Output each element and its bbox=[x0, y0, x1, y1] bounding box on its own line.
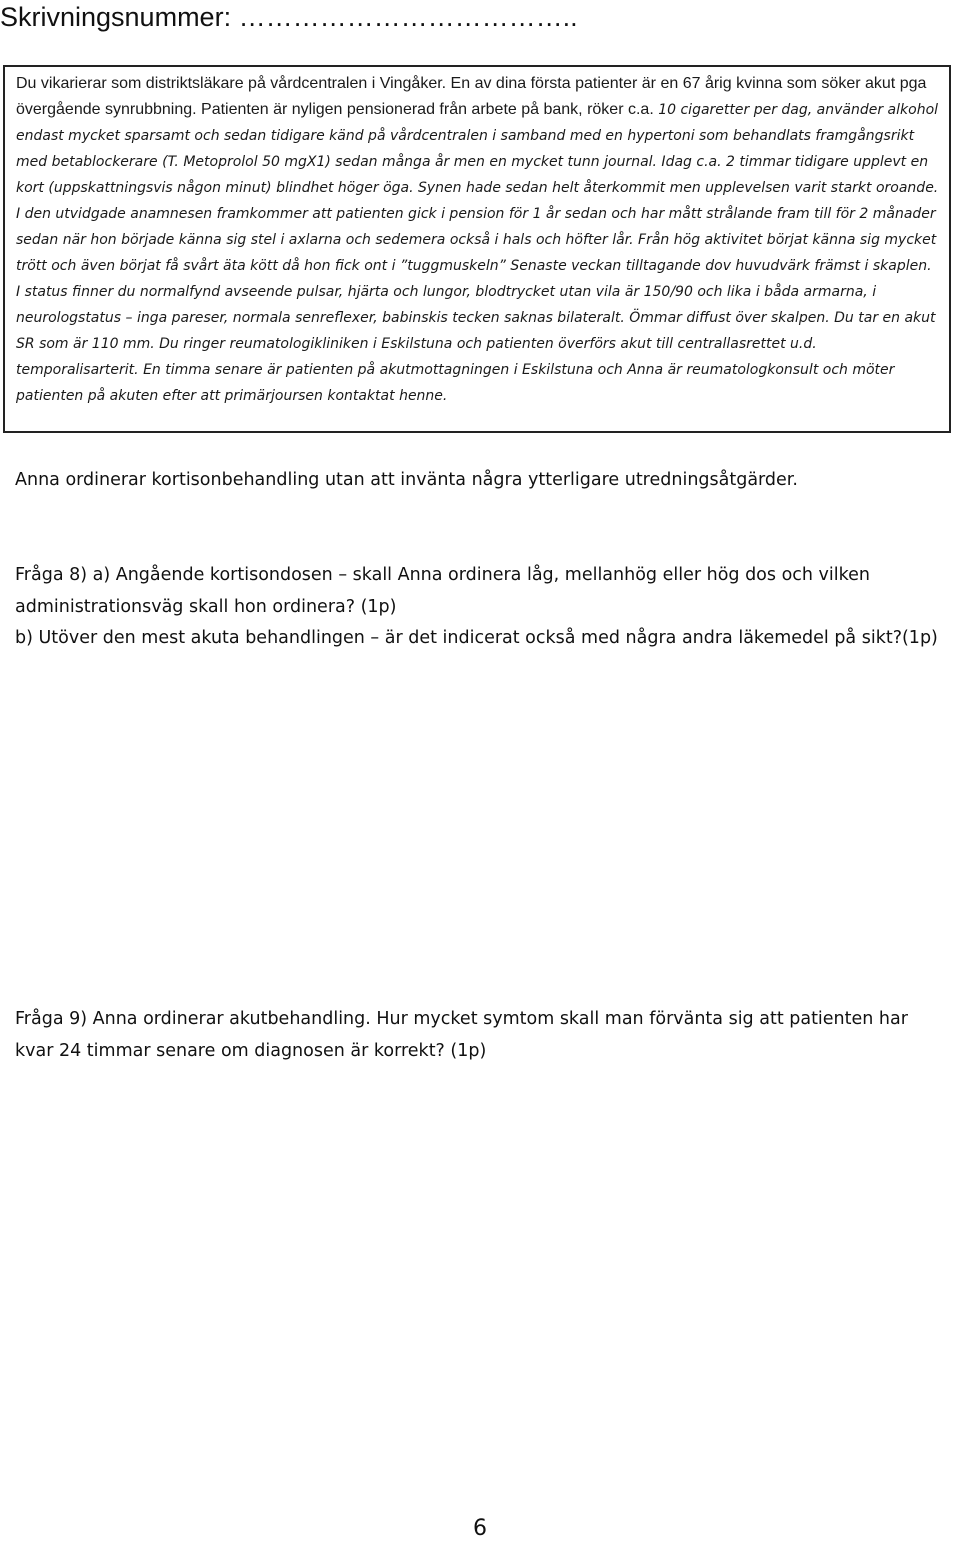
question-9 bbox=[15, 1004, 945, 1067]
question-8a: Fråga 8) a) Angående kortisondosen – skall Anna ordinera låg, mellanhög eller hög dos och vilken administrationsväg skall hon ordinera? (1p) bbox=[15, 565, 871, 617]
case-text bbox=[16, 71, 939, 409]
question-9-text: Fråga 9) Anna ordinerar akutbehandling. Hur mycket symtom skall man förvänta sig att patienten har kvar 24 timmar senare om diagnosen är korrekt? (1p) bbox=[15, 1009, 908, 1061]
question-8 bbox=[15, 560, 945, 655]
case-intro: Du vikarierar som distriktsläkare på vårdcentralen i Vingåker. En av dina första patienter är en 67 årig kvinna som söker akut pga övergående synrubbning. Patienten är nyligen pensionerad från arbete på bank, röker c.a. bbox=[16, 75, 927, 118]
skrivningsnummer-dots: ……………………………….. bbox=[231, 2, 578, 32]
case-description-box bbox=[3, 65, 951, 433]
treatment-statement: Anna ordinerar kortisonbehandling utan att invänta några ytterligare utredningsåtgärder. bbox=[15, 470, 798, 490]
question-8b: b) Utöver den mest akuta behandlingen – är det indicerat också med några andra läkemedel på sikt?(1p) bbox=[15, 628, 938, 648]
case-body: 10 cigaretter per dag, använder alkohol endast mycket sparsamt och sedan tidigare känd på vårdcentralen i samband med en hypertoni som behandlats framgångsrikt med betablockerare (T. Metoprolol 50 mgX1) sedan många år men en mycket tunn journal. Idag c.a. 2 timmar tidigare upplevt en kort (uppskattningsvis någon minut) blindhet höger öga. Synen hade sedan helt återkommit men upplevelsen varit starkt oroande. I den utvidgade anamnesen framkommer att patienten gick i pension för 1 år sedan och har mått strålande fram till för 2 månader sedan när hon började känna sig stel i axlarna och sedemera också i hals och höfter lår. Från hög aktivitet börjat känna sig mycket trött och även börjat få svårt äta kött då hon fick ont i ”tuggmuskeln” Senaste veckan tilltagande dov huvudvärk främst i skaplen. I status finner du normalfynd avseende pulsar, hjärta och lungor, blodtrycket utan vila är 150/90 och lika i båda armarna, i neurologstatus – inga pareser, normala senreflexer, babinskis tecken saknas bilateralt. Ömmar diffust över skalpen. Du tar en akut SR som är 110 mm. Du ringer reumatologikliniken i Eskilstuna och patienten överförs akut till centrallasrettet u.d. temporalisarterit. En timma senare är patienten på akutmottagningen i Eskilstuna och Anna är reumatologkonsult och möter patienten på akuten efter att primärjoursen kontaktat henne. bbox=[16, 102, 939, 404]
skrivningsnummer-label: Skrivningsnummer: bbox=[0, 2, 232, 32]
page-number: 6 bbox=[473, 1516, 487, 1541]
header bbox=[0, 0, 578, 34]
